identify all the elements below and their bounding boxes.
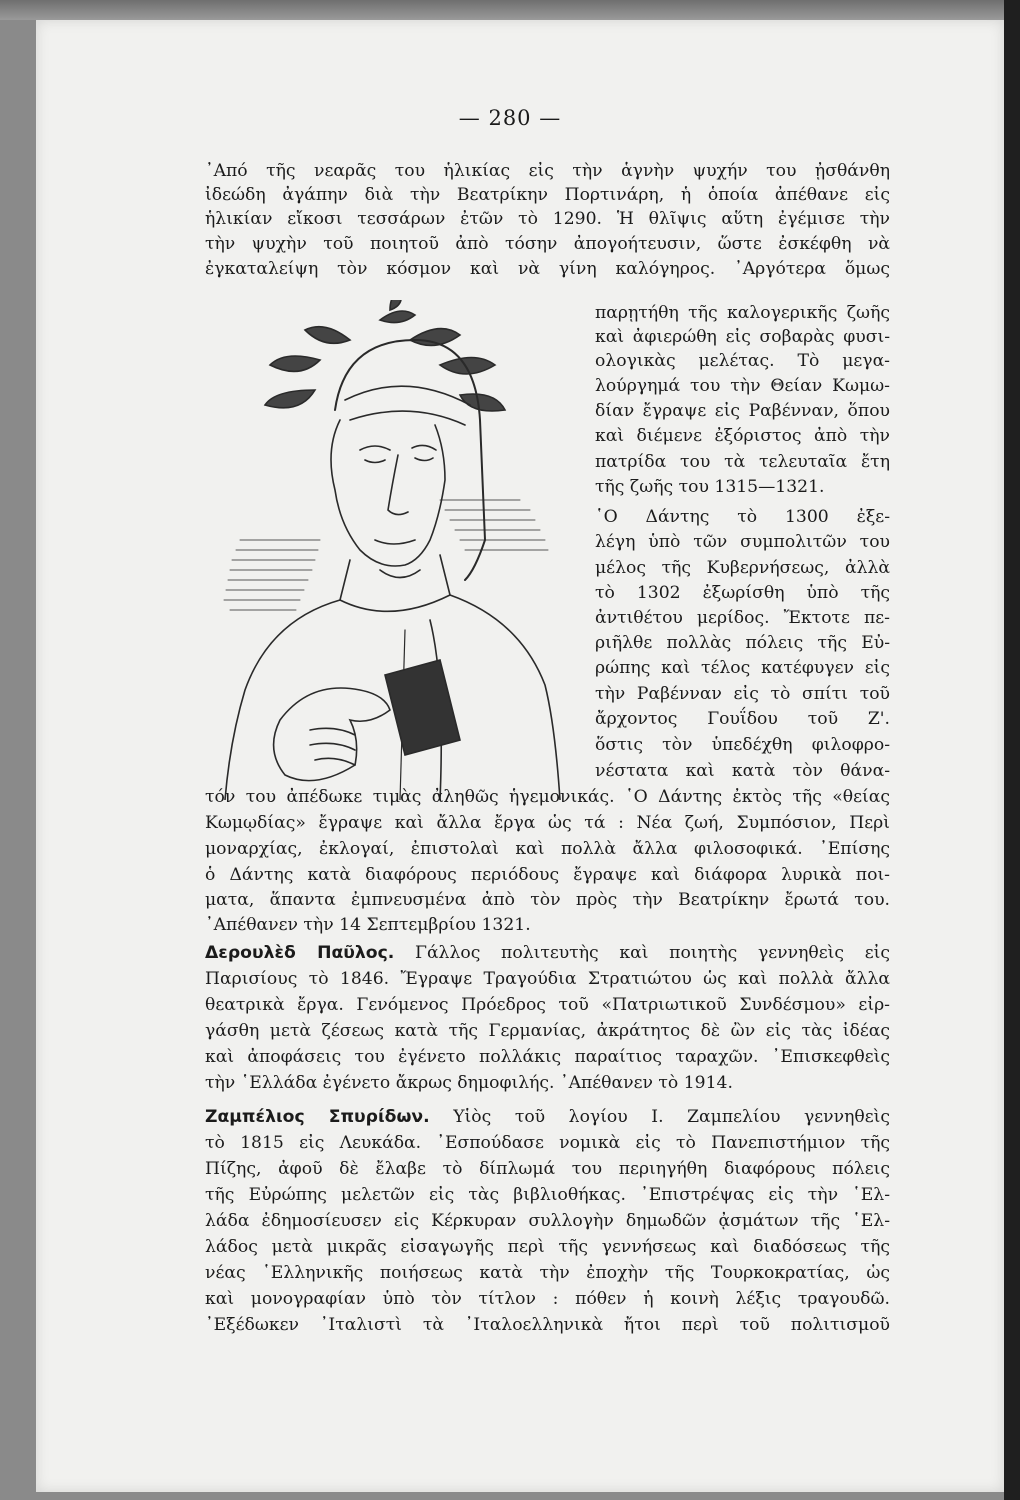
text-line: λάδα ἐδημοσίευσεν εἰς Κέρκυραν συλλογὴν δημωδῶν ᾀσμάτων τῆς ῾Ελ- (205, 1211, 890, 1231)
text-line: θεατρικὰ ἔργα. Γενόμενος Πρόεδρος τοῦ «Πατριωτικοῦ Συνδέσμου» εἰρ- (205, 995, 890, 1015)
text-line: πατρίδα του τὰ τελευταῖα ἔτη (595, 452, 890, 472)
text-line: ᾿Εξέδωκεν ᾿Ιταλιστὶ τὰ ᾿Ιταλοελληνικὰ ἤτοι περὶ τοῦ πολιτισμοῦ (205, 1315, 890, 1335)
text-line: λούργημά του τὴν Θείαν Κωμω- (595, 376, 890, 396)
dante-portrait-illustration (200, 300, 595, 800)
text-line: καὶ διέμενε ἐξόριστος ἀπὸ τὴν (595, 426, 890, 446)
text-line: γάσθη μετὰ ζέσεως κατὰ τῆς Γερμανίας, ἀκράτητος δὲ ὢν εἰς τὰς ἰδέας (205, 1021, 890, 1041)
text-line: ὅστις τὸν ὑπεδέχθη φιλοφρο- (595, 735, 890, 755)
text-line: ᾿Απέθανεν τὴν 14 Σεπτεμβρίου 1321. (205, 915, 531, 935)
text-line: Παρισίους τὸ 1846. Ἔγραψε Τραγούδια Στρατιώτου ὡς καὶ πολλὰ ἄλλα (205, 969, 890, 989)
page-number: — 280 — (458, 106, 562, 130)
entry-text: Υἱὸς τοῦ λογίου Ι. Ζαμπελίου γεννηθεὶς (429, 1107, 890, 1127)
entry-deroulede-first-line (205, 942, 890, 964)
text-line: τὴν Ραβένναν εἰς τὸ σπίτι τοῦ (595, 684, 890, 704)
text-line: ἄρχοντος Γουΐδου τοῦ Ζ'. (595, 709, 890, 729)
text-line: καὶ ἀποφάσεις του ἐγένετο πολλάκις παραίτιος ταραχῶν. ᾿Επισκεφθεὶς (205, 1047, 890, 1067)
scan-right-edge (1004, 0, 1020, 1500)
text-line: τὸ 1302 ἐξωρίσθη ὑπὸ τῆς (595, 583, 890, 603)
entry-text: Γάλλος πολιτευτὴς καὶ ποιητὴς γεννηθεὶς εἰς (394, 943, 890, 963)
text-line: ολογικὰς μελέτας. Τὸ μεγα- (595, 351, 890, 371)
text-line: ἰδεώδη ἀγάπην διὰ τὴν Βεατρίκην Πορτινάρη, ἡ ὁποία ἀπέθανε εἰς (205, 185, 890, 205)
text-line: ριῆλθε πολλὰς πόλεις τῆς Εὐ- (595, 633, 890, 653)
scan-top-edge (0, 0, 1020, 20)
text-line: ᾿Από τῆς νεαρᾶς του ἡλικίας εἰς τὴν ἁγνὴν ψυχήν του ᾐσθάνθη (205, 161, 890, 181)
text-line: μέλος τῆς Κυβερνήσεως, ἀλλὰ (595, 558, 890, 578)
entry-heading: Δερουλὲδ Παῦλος. (205, 943, 395, 963)
text-line: Κωμῳδίας» ἔγραψε καὶ ἄλλα ἔργα ὡς τά : Νέα ζωή, Συμπόσιον, Περὶ (205, 813, 890, 833)
text-line: τὴν ψυχὴν τοῦ ποιητοῦ ἀπὸ τόσην ἀπογοήτευσιν, ὥστε ἐσκέφθη νὰ (205, 234, 890, 254)
text-line: μοναρχίας, ἐκλογαί, ἐπιστολαὶ καὶ πολλὰ ἄλλα φιλοσοφικά. ᾿Επίσης (205, 839, 890, 859)
entry-heading: Ζαμπέλιος Σπυρίδων. (205, 1107, 430, 1127)
text-line: τῆς Εὐρώπης μελετῶν εἰς τὰς βιβλιοθήκας. ᾿Επιστρέψας εἰς τὴν ῾Ελ- (205, 1185, 890, 1205)
text-line: λάδος μετὰ μικρᾶς εἰσαγωγῆς περὶ τῆς γεννήσεως καὶ διαδόσεως τῆς (205, 1237, 890, 1257)
text-line: ἡλικίαν εἴκοσι τεσσάρων ἐτῶν τὸ 1290. Ἡ θλῖψις αὕτη ἐγέμισε τὴν (205, 209, 890, 229)
text-line: τὸ 1815 εἰς Λευκάδα. ᾿Εσπούδασε νομικὰ εἰς τὸ Πανεπιστήμιον τῆς (205, 1133, 890, 1153)
entry-zambelios-first-line (205, 1106, 890, 1128)
text-line: ἐγκαταλείψη τὸν κόσμον καὶ νὰ γίνη καλόγηρος. ᾿Αργότερα ὅμως (205, 259, 890, 279)
text-line: ρώπης καὶ τέλος κατέφυγεν εἰς (595, 658, 890, 678)
text-line: καὶ μονογραφίαν ὑπὸ τὸν τίτλον : πόθεν ἡ κοινὴ λέξις τραγουδῶ. (205, 1289, 890, 1309)
text-line: νέας ῾Ελληνικῆς ποιήσεως κατὰ τὴν ἐποχὴν τῆς Τουρκοκρατίας, ὡς (205, 1263, 890, 1283)
text-line: ὁ Δάντης κατὰ διαφόρους περιόδους ἔγραψε καὶ διάφορα λυρικὰ ποι- (205, 865, 890, 885)
text-line: δίαν ἔγραψε εἰς Ραβένναν, ὅπου (595, 401, 890, 421)
text-line: καὶ ἀφιερώθη εἰς σοβαρὰς φυσι- (595, 327, 890, 347)
text-line: ἀντιθέτου μερίδος. Ἔκτοτε πε- (595, 608, 890, 628)
text-line: νέστατα καὶ κατὰ τὸν θάνα- (595, 761, 890, 781)
text-line: Πίζης, ἀφοῦ δὲ ἔλαβε τὸ δίπλωμά του περιηγήθη διαφόρους πόλεις (205, 1159, 890, 1179)
text-line: λέγη ὑπὸ τῶν συμπολιτῶν του (595, 532, 890, 552)
text-line: τὴν ῾Ελλάδα ἐγένετο ἄκρως δημοφιλής. ᾿Απέθανεν τὸ 1914. (205, 1073, 733, 1093)
text-line: ματα, ἅπαντα ἐμπνευσμένα ἀπὸ τὸν πρὸς τὴν Βεατρίκην ἔρωτά του. (205, 890, 890, 910)
text-line: τῆς ζωῆς του 1315—1321. (595, 477, 825, 497)
text-line: ῾Ο Δάντης τὸ 1300 ἐξε- (595, 507, 890, 527)
text-line: παρῃτήθη τῆς καλογερικῆς ζωῆς (595, 303, 890, 323)
text-line: τόν του ἀπέδωκε τιμὰς ἀληθῶς ἡγεμονικάς. ῾Ο Δάντης ἐκτὸς τῆς «θείας (205, 787, 890, 807)
